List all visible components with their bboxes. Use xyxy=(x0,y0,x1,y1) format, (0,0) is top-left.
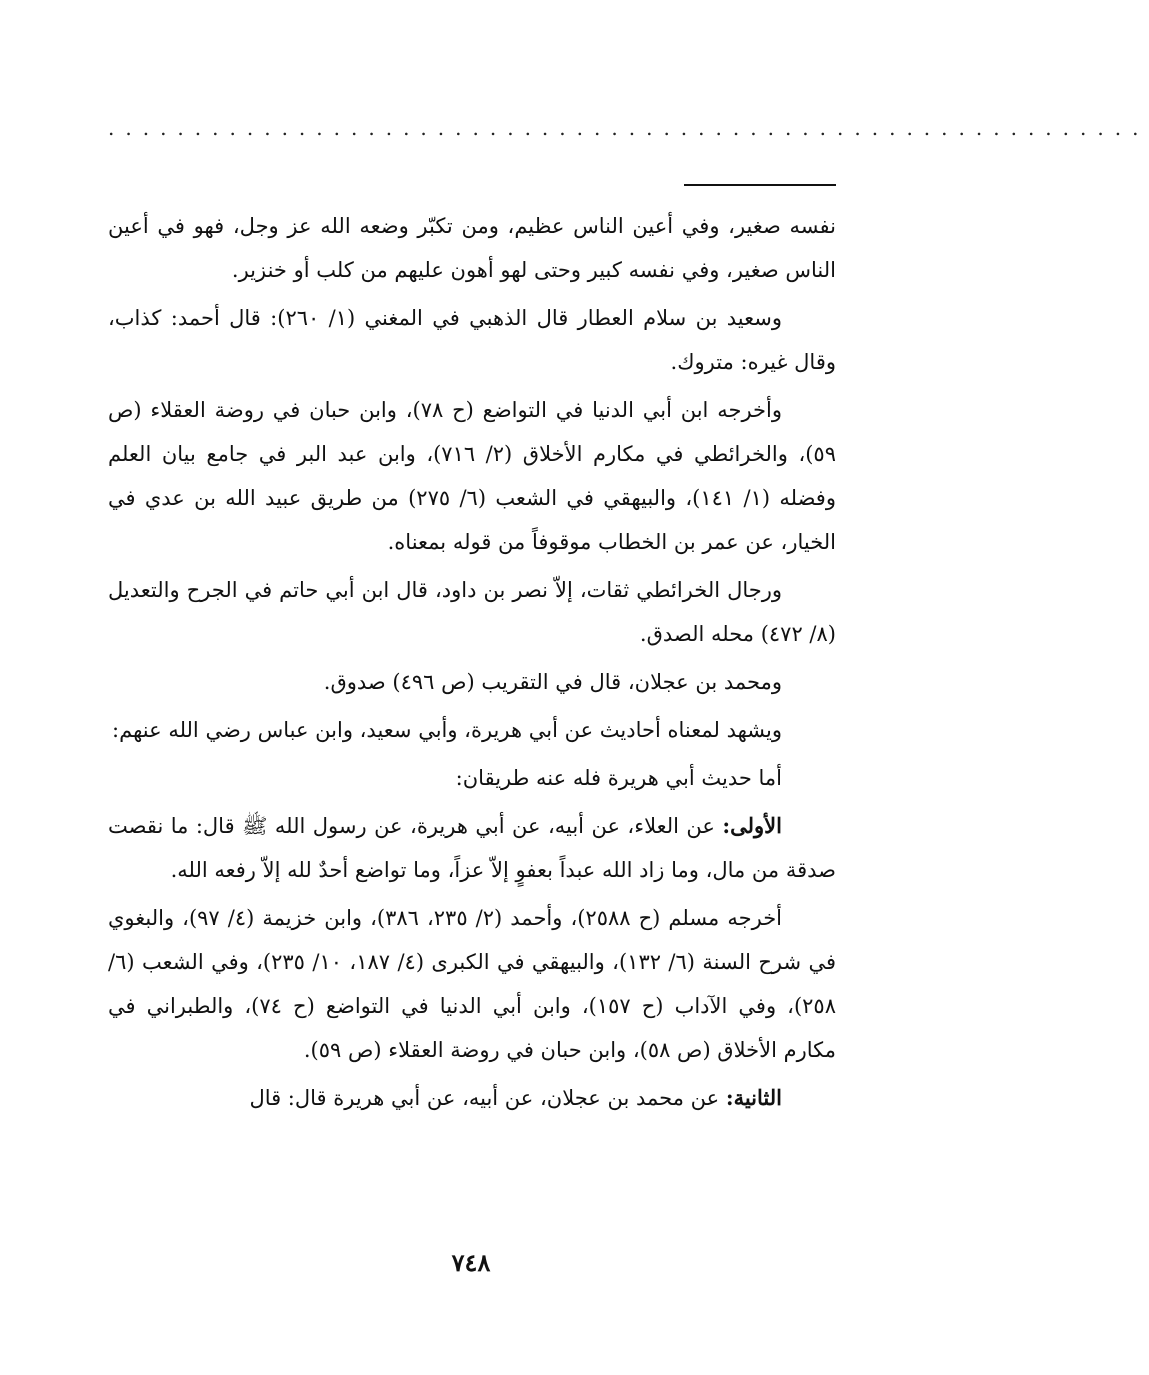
paragraph-2: وسعيد بن سلام العطار قال الذهبي في المغني (١/ ٢٦٠): قال أحمد: كذاب، وقال غيره: متروك. xyxy=(108,306,836,374)
paragraph-7: أما حديث أبي هريرة فله عنه طريقان: xyxy=(455,766,782,790)
paragraph-3: وأخرجه ابن أبي الدنيا في التواضع (ح ٧٨)، وابن حبان في روضة العقلاء (ص ٥٩)، والخرائطي في مكارم الأخلاق (٢/ ٧١٦)، وابن عبد البر في جامع بيان العلم وفضله (١/ ١٤١)، والبيهقي في الشعب (٦/ ٢٧٥) من طريق عبيد الله بن عدي في الخيار، عن عمر بن الخطاب موقوفاً من قوله بمعناه. xyxy=(108,398,836,554)
paragraph-8 xyxy=(108,804,836,892)
footnote-body xyxy=(108,204,836,1120)
paragraph-5: ومحمد بن عجلان، قال في التقريب (ص ٤٩٦) صدوق. xyxy=(323,670,782,694)
page-number: ٧٤٨ xyxy=(451,1248,491,1277)
footnote-rule xyxy=(684,184,836,186)
paragraph-1: نفسه صغير، وفي أعين الناس عظيم، ومن تكبّر وضعه الله عز وجل، فهو في أعين الناس صغير، وفي نفسه كبير وحتى لهو أهون عليهم من كلب أو خنزير. xyxy=(108,214,836,282)
paragraph-9: أخرجه مسلم (ح ٢٥٨٨)، وأحمد (٢/ ٢٣٥، ٣٨٦)، وابن خزيمة (٤/ ٩٧)، والبغوي في شرح السنة (٦/ ١٣٢)، والبيهقي في الكبرى (٤/ ١٨٧، ١٠/ ٢٣٥)، وفي الشعب (٦/ ٢٥٨)، وفي الآداب (ح ١٥٧)، وابن أبي الدنيا في التواضع (ح ٧٤)، والطبراني في مكارم الأخلاق (ص ٥٨)، وابن حبان في روضة العقلاء (ص ٥٩). xyxy=(108,906,837,1062)
separator-dots: ............................................................ xyxy=(108,116,1149,140)
paragraph-4: ورجال الخرائطي ثقات، إلاّ نصر بن داود، قال ابن أبي حاتم في الجرح والتعديل (٨/ ٤٧٢) محله الصدق. xyxy=(108,578,836,646)
paragraph-10-lead: الثانية: xyxy=(725,1085,782,1110)
paragraph-8-text: عن العلاء، عن أبيه، عن أبي هريرة، عن رسول الله ﷺ قال: ما نقصت صدقة من مال، وما زاد الله عبداً بعفوٍ إلاّ عزاً، وما تواضع أحدٌ لله إلاّ رفعه الله. xyxy=(108,814,836,882)
paragraph-8-lead: الأولى: xyxy=(722,813,782,838)
paragraph-10-text: عن محمد بن عجلان، عن أبيه، عن أبي هريرة قال: قال xyxy=(249,1086,726,1110)
paragraph-10 xyxy=(108,1076,836,1120)
paragraph-6: ويشهد لمعناه أحاديث عن أبي هريرة، وأبي سعيد، وابن عباس رضي الله عنهم: xyxy=(112,718,782,742)
